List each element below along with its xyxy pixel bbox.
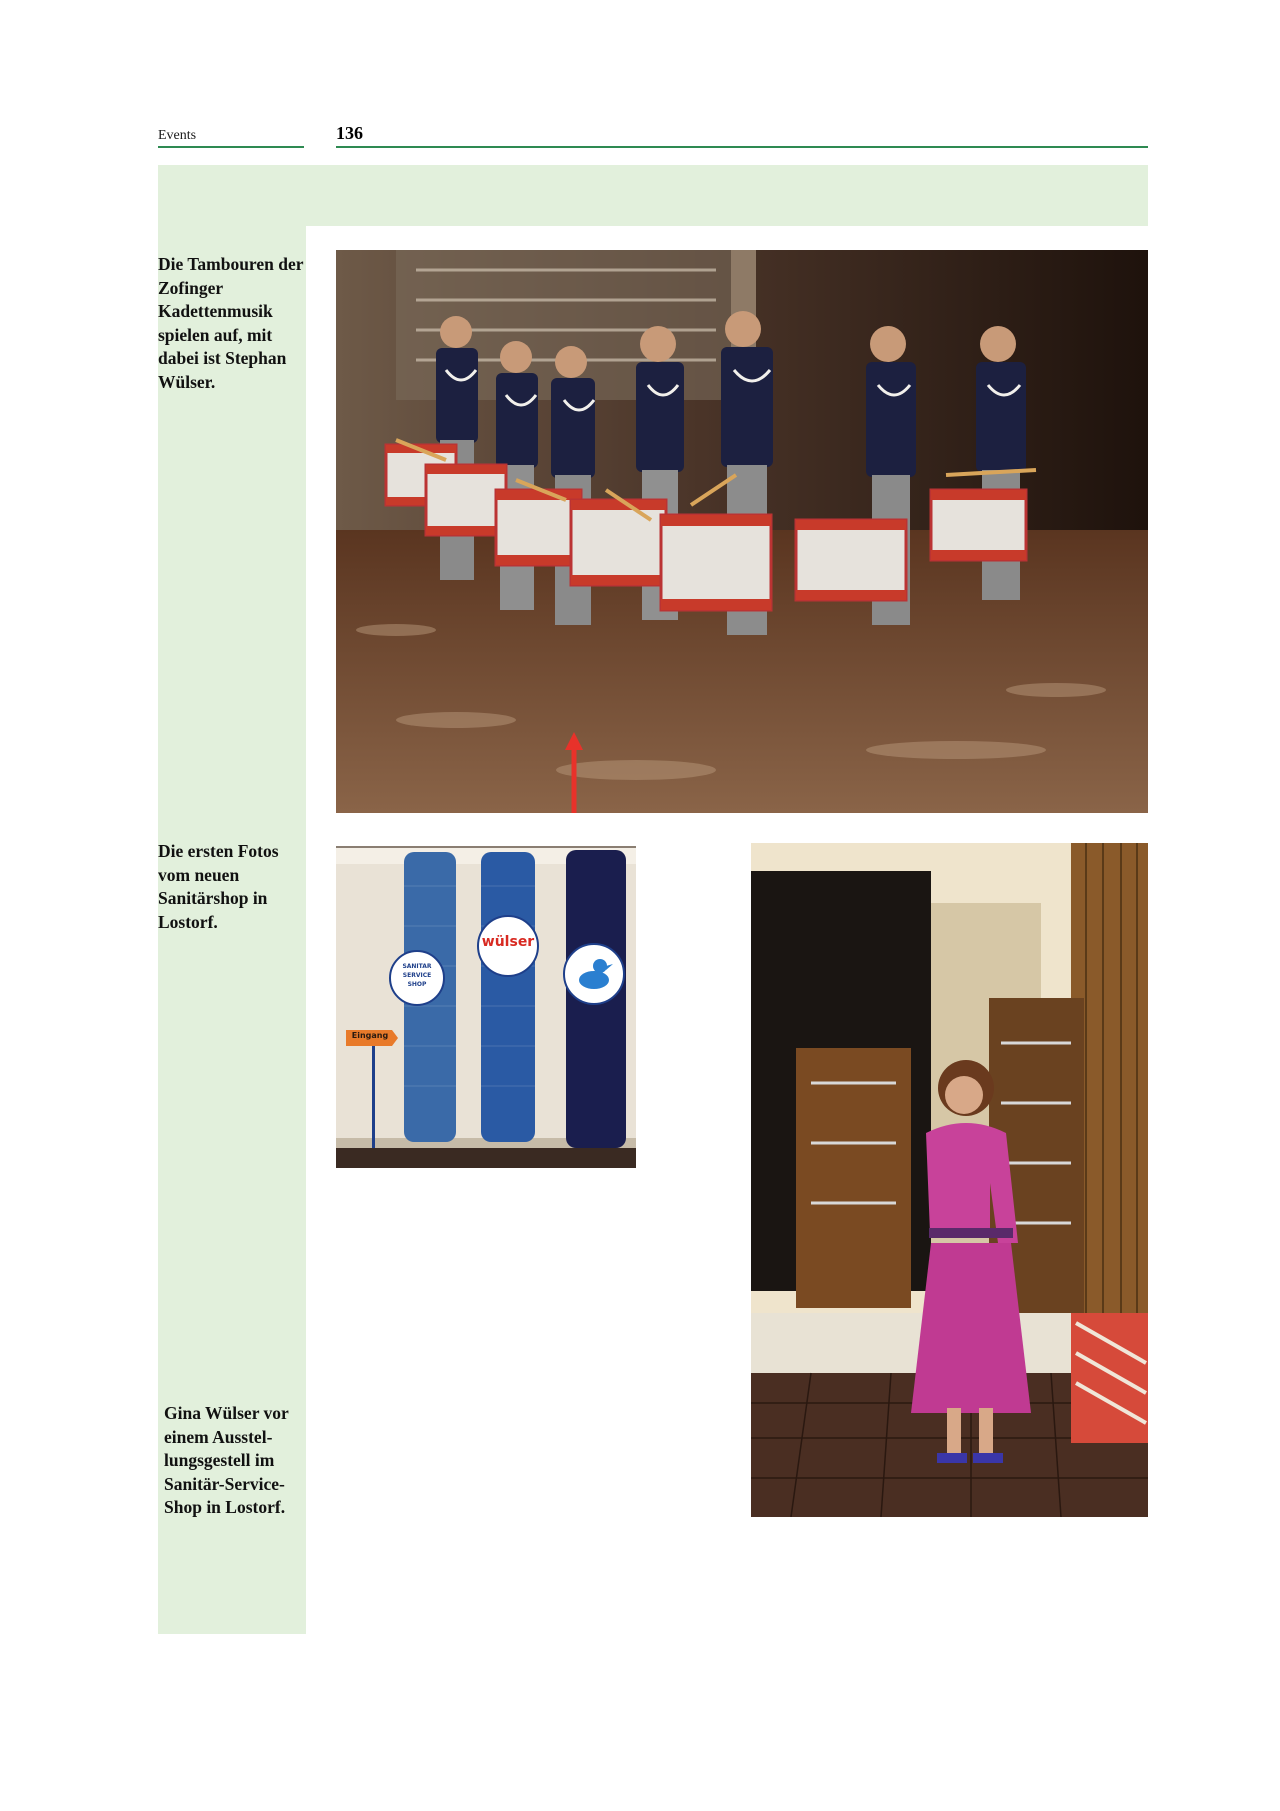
header-rule-left — [158, 146, 304, 148]
photo-drummers — [336, 250, 1148, 813]
sign-sanitar-line1: SANITAR — [402, 963, 432, 970]
sign-sanitar-line2: SERVICE — [402, 972, 432, 979]
photo-shop-entrance — [336, 846, 636, 1168]
top-green-band — [158, 165, 1148, 226]
section-label: Events — [158, 128, 197, 143]
caption-drummers: Die Tambouren der Zofinger Kadettenmusik spielen auf, mit dabei ist Stephan Wülser. — [158, 254, 304, 392]
photo-gina-in-shop — [751, 843, 1148, 1517]
eingang-sign: Eingang — [351, 1031, 389, 1040]
sign-sanitar-line3: SHOP — [407, 981, 427, 988]
header-rule-right — [336, 146, 1148, 148]
caption-gina: Gina Wülser vor einem Ausstel-lungsgestell im Sanitär-Service-Shop in Lostorf. — [164, 1403, 289, 1517]
page-number: 136 — [336, 123, 363, 143]
caption-first-photos: Die ersten Fotos vom neuen Sanitärshop in Lostorf. — [158, 841, 279, 932]
wulser-logo-text: wülser — [481, 934, 535, 950]
